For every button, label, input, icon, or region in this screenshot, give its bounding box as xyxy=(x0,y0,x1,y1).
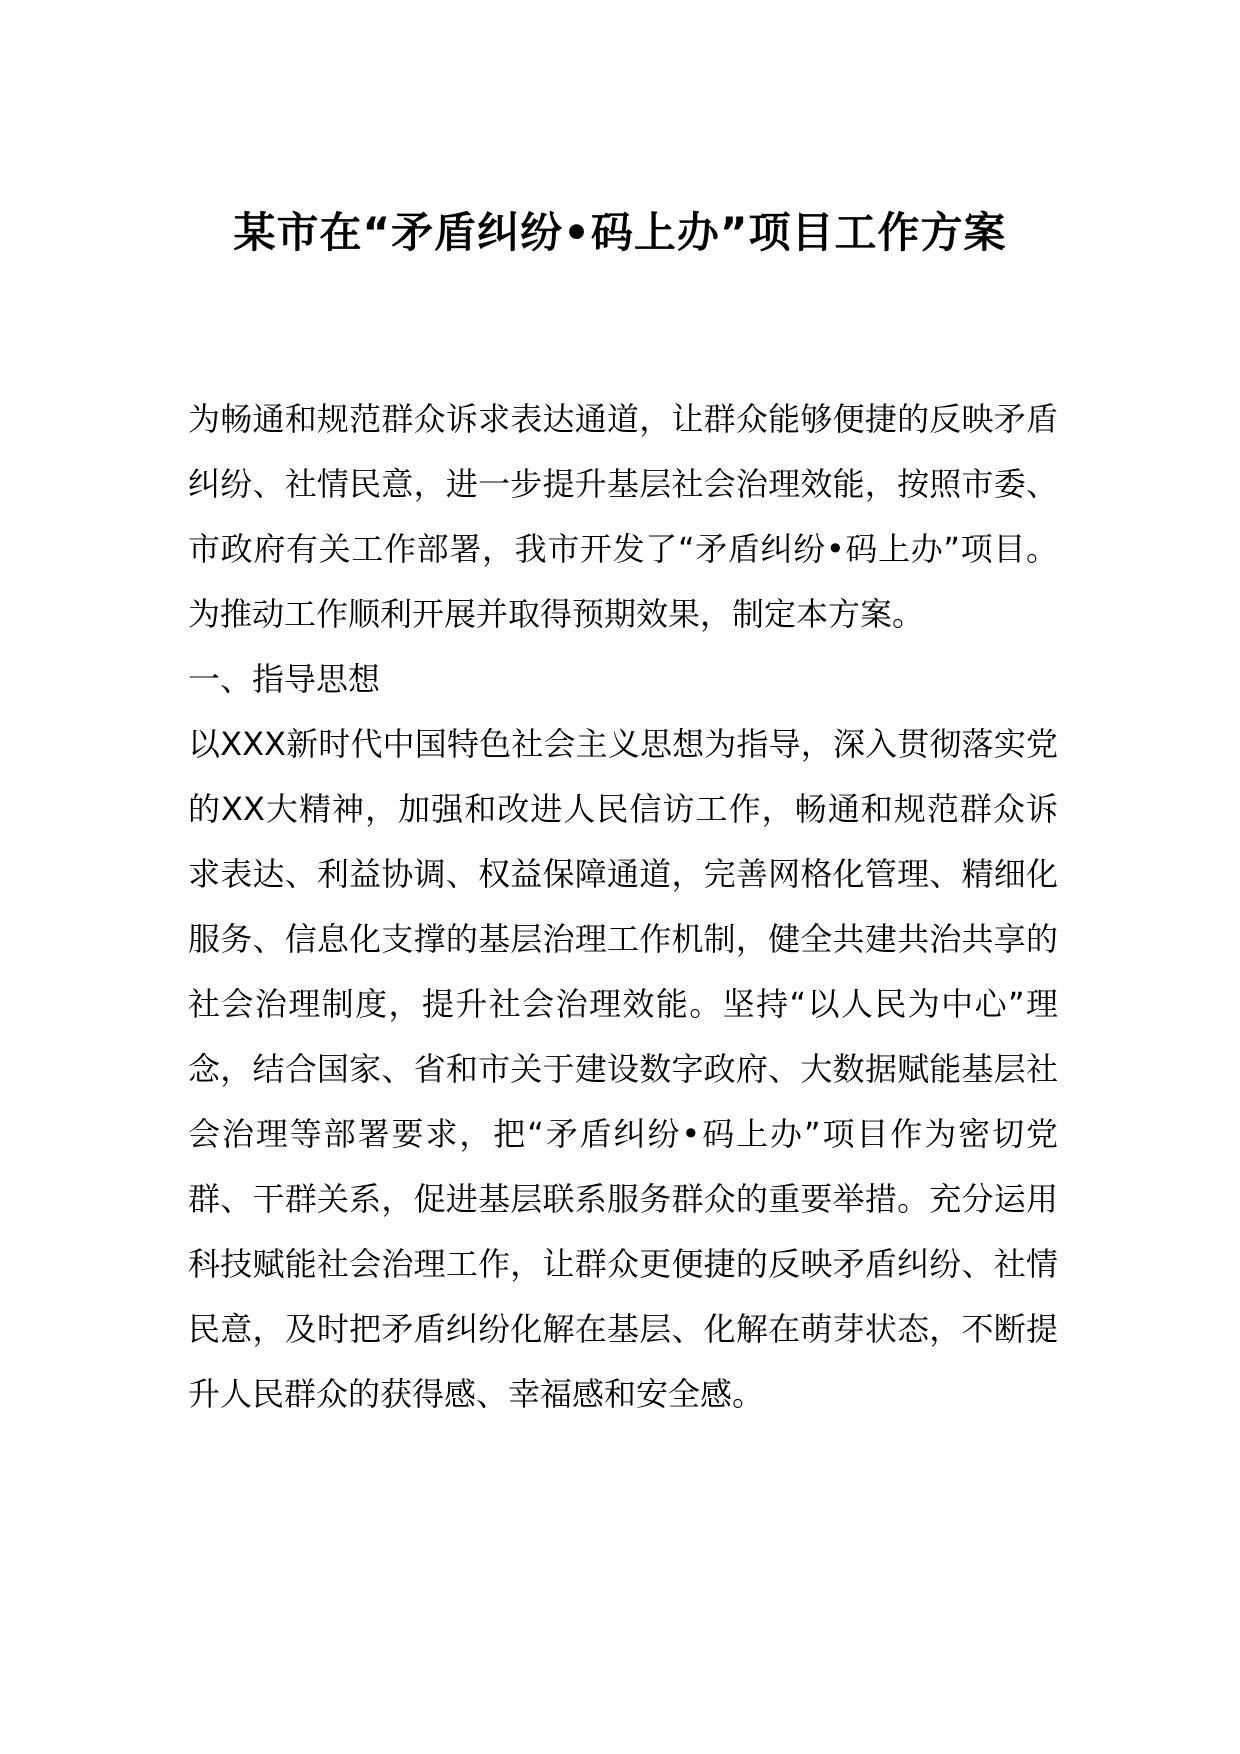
intro-paragraph: 为畅通和规范群众诉求表达通道，让群众能够便捷的反映矛盾纠纷、社情民意，进一步提升基层社会治理效能，按照市委、市政府有关工作部署，我市开发了“矛盾纠纷•码上办”项目。为推动工作顺利开展并取得预期效果，制定本方案。 xyxy=(188,400,1058,633)
section-paragraph-guiding-ideology: 以XXX新时代中国特色社会主义思想为指导，深入贯彻落实党的XX大精神，加强和改进人民信访工作，畅通和规范群众诉求表达、利益协调、权益保障通道，完善网格化管理、精细化服务、信息化支撑的基层治理工作机制，健全共建共治共享的社会治理制度，提升社会治理效能。坚持“以人民为中心”理念，结合国家、省和市关于建设数字政府、大数据赋能基层社会治理等部署要求，把“矛盾纠纷•码上办”项目作为密切党群、干群关系，促进基层联系服务群众的重要举措。充分运用科技赋能社会治理工作，让群众更便捷的反映矛盾纠纷、社情民意，及时把矛盾纠纷化解在基层、化解在萌芽状态，不断提升人民群众的获得感、幸福感和安全感。 xyxy=(188,725,1058,1413)
section-heading-guiding-ideology: 一、指导思想 xyxy=(188,660,381,698)
document-title: 某市在“矛盾纠纷•码上办”项目工作方案 xyxy=(233,208,1007,257)
document-body xyxy=(188,387,1058,1427)
